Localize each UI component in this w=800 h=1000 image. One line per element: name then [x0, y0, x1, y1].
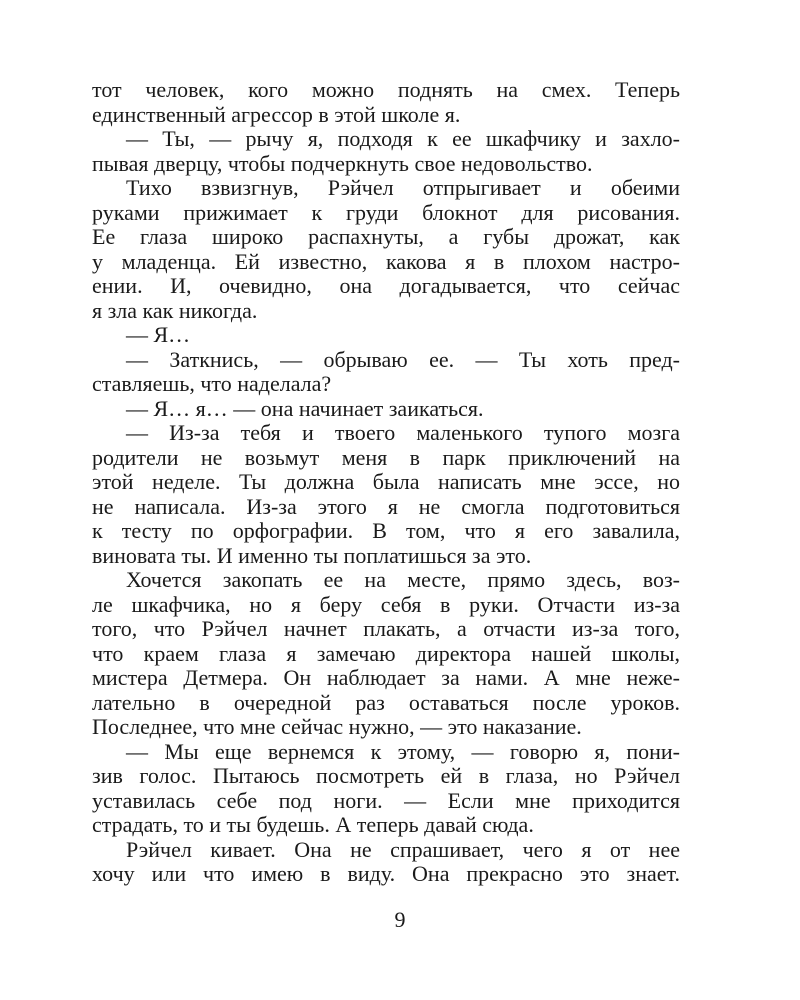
text-line: ставляешь, что наделала? — [92, 371, 332, 396]
text-line: — Я… я… — она начинает заикаться. — [126, 395, 484, 421]
text-line: я зла как никогда. — [92, 297, 258, 323]
book-page-text — [92, 78, 680, 887]
text-line: мистера Детмера. Он наблюдает за нами. А мне неже- — [92, 665, 680, 690]
text-line: руками прижимает к груди блокнот для рисования. — [92, 199, 680, 225]
text-line: уставилась себе под ноги. — Если мне приходится — [92, 787, 680, 813]
text-line: тот человек, кого можно поднять на смех. Теперь — [92, 77, 680, 102]
text-line: ле шкафчика, но я беру себя в руки. Отчасти из-за — [92, 591, 680, 617]
text-line: хочу или что имею в виду. Она прекрасно это знает. — [92, 861, 680, 886]
text-line: лательно в очередной раз оставаться после уроков. — [92, 689, 680, 715]
text-line: зив голос. Пытаюсь посмотреть ей в глаза, но Рэйчел — [92, 763, 680, 788]
text-line: этой неделе. Ты должна была написать мне эссе, но — [92, 469, 680, 494]
text-line: родители не возьмут меня в парк приключений на — [92, 444, 680, 470]
text-line: Ее глаза широко распахнуты, а губы дрожат, как — [92, 224, 680, 249]
text-line: страдать, то и ты будешь. А теперь давай сюда. — [92, 812, 534, 837]
text-line: пывая дверцу, чтобы подчеркнуть свое недовольство. — [92, 150, 593, 176]
text-line: к тесту по орфографии. В том, что я его завалила, — [92, 518, 680, 543]
text-line: Хочется закопать ее на месте, прямо здесь, воз- — [126, 567, 680, 592]
text-line: Рэйчел кивает. Она не спрашивает, чего я от нее — [126, 836, 680, 862]
text-line: Последнее, что мне сейчас нужно, — это наказание. — [92, 714, 582, 739]
text-line: — Заткнись, — обрываю ее. — Ты хоть пред- — [126, 346, 680, 372]
text-line: виновата ты. И именно ты поплатишься за это. — [92, 542, 532, 568]
text-line: — Я… — [126, 322, 191, 347]
text-line: не написала. Из-за этого я не смогла подготовиться — [92, 493, 680, 519]
text-line: единственный агрессор в этой школе я. — [92, 101, 461, 127]
text-line: — Мы еще вернемся к этому, — говорю я, пони- — [126, 738, 680, 764]
text-line: того, что Рэйчел начнет плакать, а отчасти из-за того, — [92, 616, 680, 641]
text-line: — Из-за тебя и твоего маленького тупого мозга — [126, 420, 680, 445]
text-line: Тихо взвизгнув, Рэйчел отпрыгивает и обеими — [126, 175, 680, 200]
text-line: у младенца. Ей известно, какова я в плохом настро- — [92, 248, 680, 274]
text-line: — Ты, — рычу я, подходя к ее шкафчику и захло- — [126, 126, 680, 151]
text-line: ении. И, очевидно, она догадывается, что сейчас — [92, 273, 680, 298]
page-number: 9 — [394, 907, 406, 932]
text-line: что краем глаза я замечаю директора нашей школы, — [92, 640, 680, 666]
